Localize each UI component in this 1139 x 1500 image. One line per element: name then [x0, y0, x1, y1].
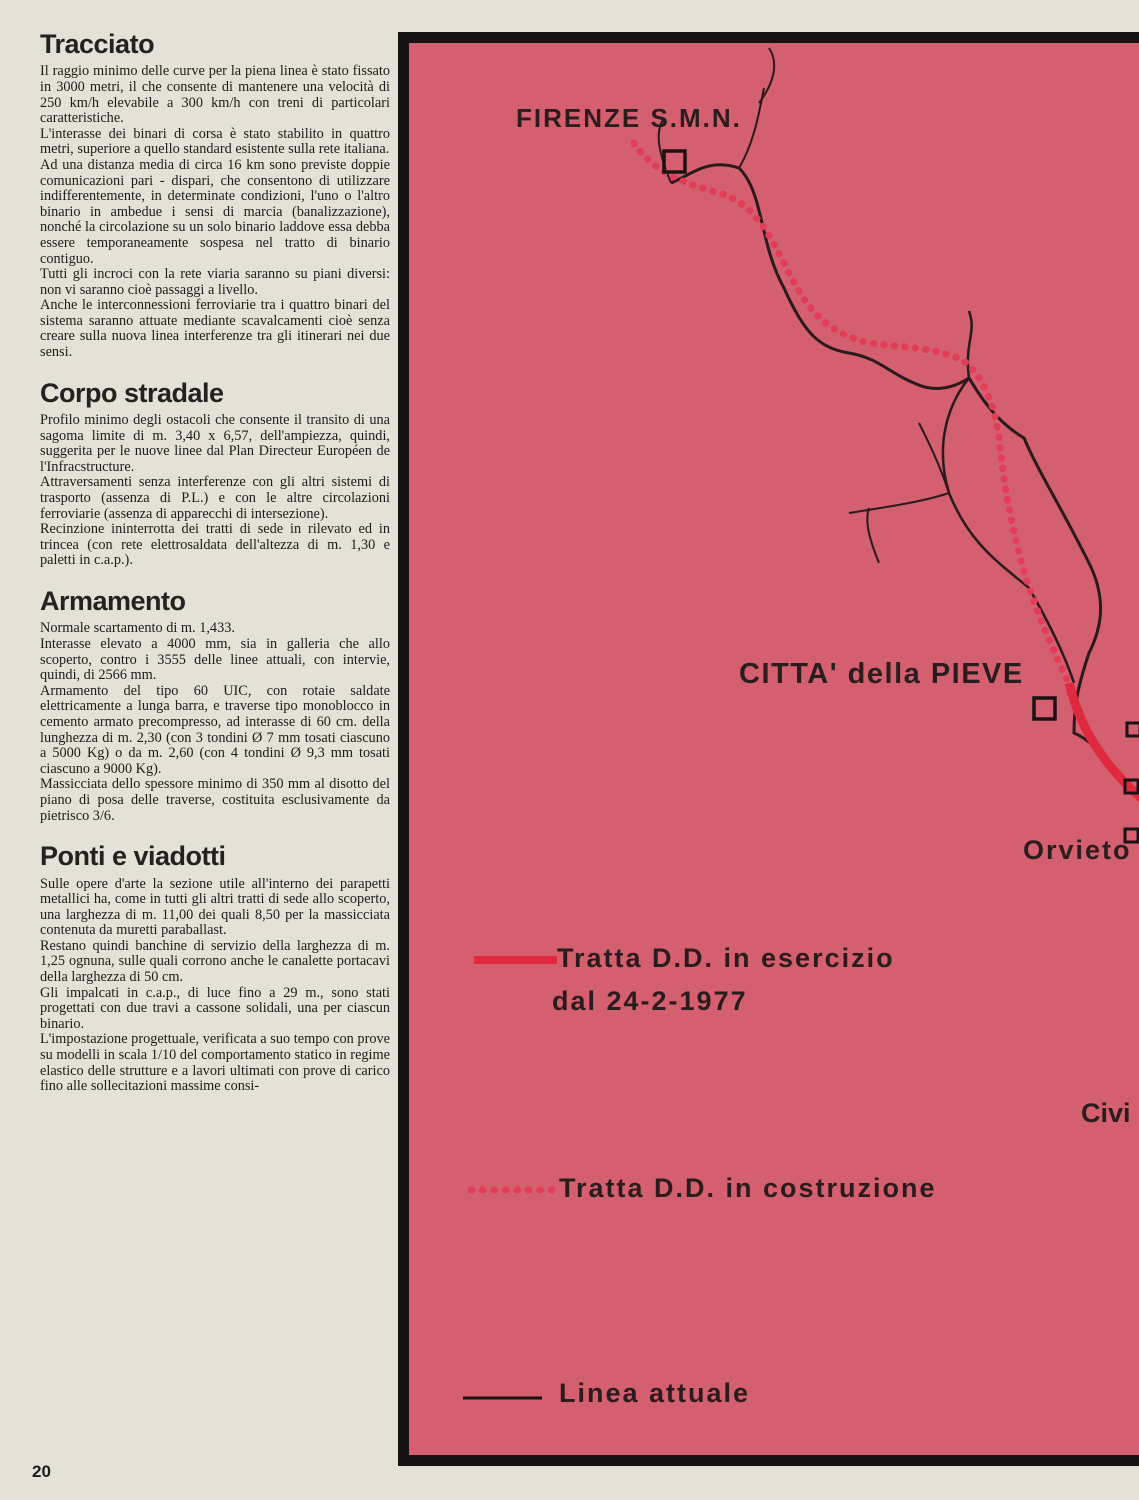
section-tracciato	[40, 28, 390, 361]
paragraph: Anche le interconnessioni ferroviarie tra i quattro binari del sistema saranno attuate mediante scavalcamenti cioè senza creare sulla nuova linea interferenze tra gli itinerari nei due sensi.	[40, 297, 390, 361]
railway-map	[409, 43, 1139, 1455]
section-title: Armamento	[40, 586, 186, 616]
station-firenze-marker	[664, 151, 685, 172]
station-citta-pieve-marker	[1034, 698, 1055, 719]
new-line-construction	[634, 143, 1069, 683]
paragraph: Profilo minimo degli ostacoli che consente il transito di una sagoma limite di m. 3,40 x 6,57, dell'ampiezza, quindi, suggerita per le nuove linee dal Plan Directeur Européen de l'Infracstructure.	[40, 412, 390, 475]
paragraph: Tutti gli incroci con la rete viaria saranno su piani diversi: non vi saranno cioè passaggi a livello.	[40, 266, 390, 298]
station-label-citta-pieve: CITTA' della PIEVE	[739, 658, 1024, 690]
station-label-civita: Civi	[1081, 1098, 1131, 1128]
section-corpo-stradale	[40, 377, 390, 569]
paragraph: Ad una distanza media di circa 16 km sono previste doppie comunicazioni pari - dispari, che consentono di utilizzare indifferentemente, in determinate condizioni, l'uno o l'altro binario in ambedue i sensi di marcia (banalizzazione), nonché la circolazione su un solo binario laddove essa debba essere temporaneamente sospesa nel tratto di binario contiguo.	[40, 156, 390, 267]
legend-label-active-date: dal 24-2-1977	[552, 986, 748, 1016]
section-title: Ponti e viadotti	[40, 841, 226, 872]
new-line-active	[1069, 683, 1139, 803]
existing-line	[671, 165, 1139, 803]
legend-label-construction: Tratta D.D. in costruzione	[559, 1173, 937, 1203]
railway-map-frame	[398, 32, 1139, 1466]
map-drawing	[409, 43, 1139, 1455]
text-column	[40, 28, 390, 1111]
paragraph: Normale scartamento di m. 1,433.	[40, 620, 235, 637]
paragraph: Gli impalcati in c.a.p., di luce fino a 29 m., sono stati progettati con due travi a cassone solidali, una per ciascun binario.	[40, 984, 390, 1032]
legend-label-active: Tratta D.D. in esercizio	[557, 943, 895, 973]
river-tributary	[739, 48, 774, 168]
paragraph: L'interasse dei binari di corsa è stato stabilito in quattro metri, superiore a quello standard esistente sulla rete italiana.	[40, 125, 390, 158]
paragraph: L'impostazione progettuale, verificata a suo tempo con prove su modelli in scala 1/10 del comportamento statico in regime elastico delle strutture e a lavori ultimati con prove di carico fino alle sollecitazioni massime consi-	[40, 1031, 390, 1095]
paragraph: Sulle opere d'arte la sezione utile all'interno dei parapetti metallici ha, come in tutti gli altri tratti di sede allo scoperto, una larghezza di m. 11,00 dei quali 8,50 per la massicciata contenuta da muretti paraballast.	[40, 875, 390, 939]
section-title: Tracciato	[40, 29, 155, 59]
page-number: 20	[32, 1462, 51, 1481]
station-label-orvieto: Orvieto	[1023, 835, 1132, 865]
section-armamento	[40, 585, 390, 824]
paragraph: Massicciata dello spessore minimo di 350 mm al disotto del piano di posa delle traverse, costituita esclusivamente da pietrisco 3/6.	[40, 776, 390, 824]
paragraph: Restano quindi banchine di servizio della larghezza di m. 1,25 ognuna, sulle quali corrono anche le canalette portacavi della larghezza di 50 cm.	[40, 937, 390, 986]
paragraph: Interasse elevato a 4000 mm, sia in galleria che allo scoperto, contro i 3555 delle linee attuali, con intervie, quindi, di 2566 mm.	[40, 635, 390, 684]
paragraph: Armamento del tipo 60 UIC, con rotaie saldate elettricamente a lunga barra, e traverse tipo monoblocco in cemento armato precompresso, ad interasse di 60 cm. della lunghezza di m. 2,30 (con 3 tondini Ø 7 mm tosati ciascuno a 5000 Kg) o da m. 2,60 (con 4 tondini Ø 9,3 mm tosati ciascuno a 9000 Kg).	[40, 682, 390, 777]
legend-label-existing: Linea attuale	[559, 1378, 751, 1408]
paragraph: Recinzione ininterrotta dei tratti di sede in rilevato ed in trincea (con rete elettrosaldata dell'altezza di m. 1,30 e paletti in c.a.p.).	[40, 521, 390, 569]
station-label-firenze: FIRENZE S.M.N.	[516, 103, 742, 133]
section-ponti-viadotti	[40, 840, 390, 1095]
section-title: Corpo stradale	[40, 377, 224, 408]
paragraph: Il raggio minimo delle curve per la piena linea è stato fissato in 3000 metri, il che consente di mantenere una velocità di 250 km/h elevabile a 300 km/h con treni di particolari caratteristiche.	[40, 63, 390, 127]
paragraph: Attraversamenti senza interferenze con gli altri sistemi di trasporto (assenza di P.L.) e con le altre circolazioni ferroviarie (assenza di apparecchi di intersezione).	[40, 474, 390, 522]
station-marker	[1127, 723, 1139, 736]
